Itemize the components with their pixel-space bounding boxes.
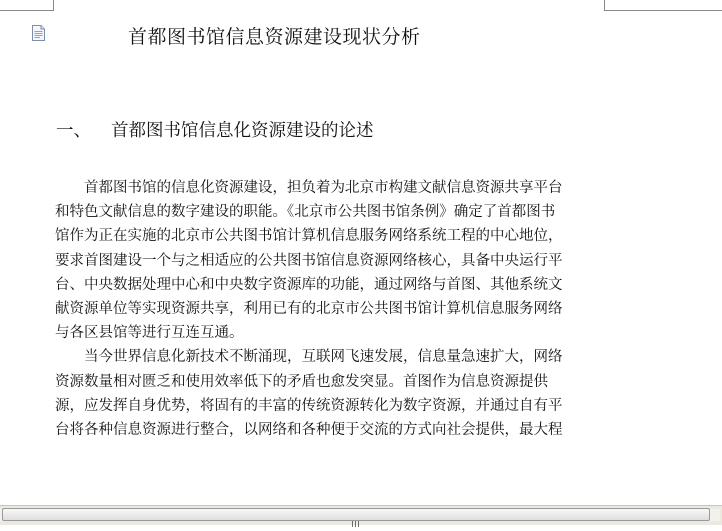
paragraph-line: 台将各种信息资源进行整合，以网络和各种便于交流的方式向社会提供，最大程 — [55, 422, 563, 439]
section-number: 一、 — [56, 121, 91, 141]
document-icon[interactable] — [32, 25, 45, 41]
paragraph-line: 和特色文献信息的数字建设的职能。《北京市公共图书馆条例》确定了首都图书 — [55, 204, 556, 221]
paragraph-line: 台、中央数据处理中心和中央数字资源库的功能，通过网络与首图、其他系统文 — [55, 276, 563, 293]
paragraph-line: 与各区县馆等进行互连互通。 — [55, 325, 244, 342]
crop-mark-top-right-horizontal — [604, 10, 722, 11]
section-heading — [56, 117, 374, 142]
section-heading-text: 首都图书馆信息化资源建设的论述 — [111, 121, 374, 141]
scrollbar-thumb[interactable] — [2, 508, 710, 521]
paragraph-line: 首都图书馆的信息化资源建设，担负着为北京市构建文献信息资源共享平台 — [84, 180, 563, 196]
crop-mark-top-left-vertical — [53, 0, 54, 11]
paragraph-line: 馆作为正在实施的北京市公共图书馆计算机信息服务网络系统工程的中心地位， — [55, 228, 563, 245]
paragraph-2 — [55, 345, 615, 442]
paragraph-line: 资源数量相对匮乏和使用效率低下的矛盾也愈发突显。首图作为信息资源提供 — [55, 373, 548, 390]
horizontal-scrollbar[interactable] — [0, 505, 722, 525]
paragraph-line: 要求首图建设一个与之相适应的公共图书馆信息资源网络核心，具备中央运行平 — [55, 252, 563, 269]
crop-mark-top-right-vertical — [604, 0, 605, 11]
paragraph-line: 源，应发挥自身优势，将固有的丰富的传统资源转化为数字资源，并通过自有平 — [55, 397, 563, 414]
scroll-grip-icon — [350, 512, 362, 518]
paragraph-1 — [55, 176, 615, 345]
document-title: 首都图书馆信息资源建设现状分析 — [128, 26, 421, 48]
crop-mark-top-left-horizontal — [0, 10, 54, 11]
paragraph-line: 献资源单位等实现资源共享，利用已有的北京市公共图书馆计算机信息服务网络 — [55, 301, 563, 318]
document-body — [55, 176, 615, 442]
paragraph-line: 当今世界信息化新技术不断涌现，互联网飞速发展，信息量急速扩大，网络 — [84, 349, 563, 366]
